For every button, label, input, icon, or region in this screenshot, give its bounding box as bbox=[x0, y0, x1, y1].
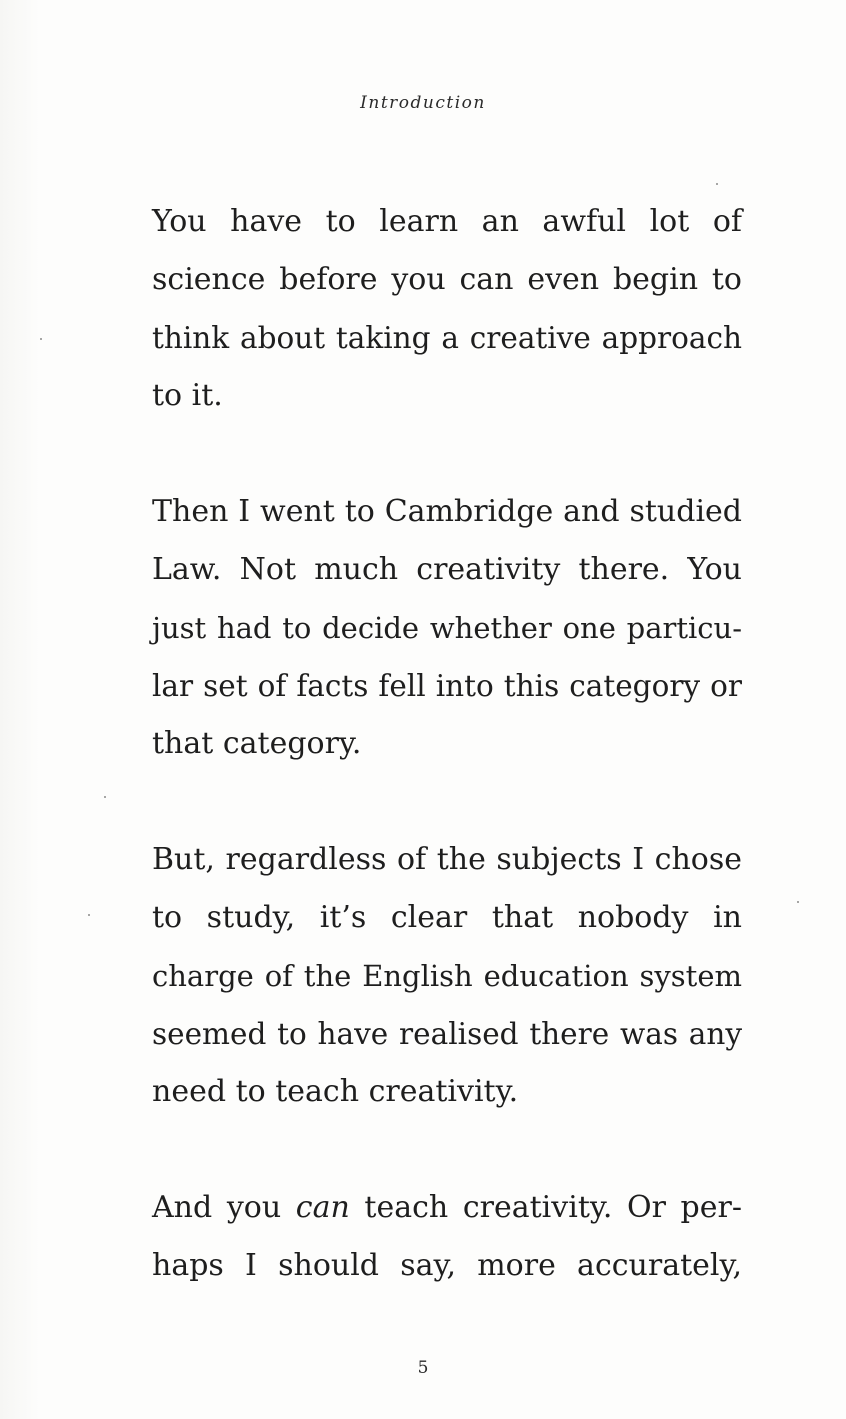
scan-speck bbox=[797, 901, 799, 903]
text-line-mixed bbox=[152, 1179, 742, 1237]
text-line: You have to learn an awful lot of bbox=[152, 204, 742, 239]
text-line: to study, it’s clear that nobody in bbox=[152, 900, 742, 935]
running-head: Introduction bbox=[360, 93, 486, 113]
paragraph-2 bbox=[152, 483, 742, 773]
scan-speck bbox=[88, 914, 90, 916]
text-line: seemed to have realised there was any bbox=[152, 1017, 742, 1051]
paragraph-4 bbox=[152, 1179, 742, 1295]
text-segment: And you bbox=[152, 1190, 296, 1225]
text-line: lar set of facts fell into this category or bbox=[152, 669, 742, 703]
paragraph-3 bbox=[152, 831, 742, 1121]
text-line: that category. bbox=[152, 726, 362, 761]
text-line: to it. bbox=[152, 378, 223, 413]
text-line: charge of the English education system bbox=[152, 959, 742, 993]
page-number: 5 bbox=[417, 1358, 429, 1378]
text-line: But, regardless of the subjects I chose bbox=[152, 842, 742, 877]
scan-speck bbox=[104, 796, 106, 798]
text-line: need to teach creativity. bbox=[152, 1074, 519, 1109]
scan-speck bbox=[40, 338, 42, 340]
emphasis-text: can bbox=[295, 1190, 350, 1225]
text-line: Then I went to Cambridge and studied bbox=[152, 494, 742, 529]
body-text bbox=[152, 193, 742, 1353]
text-line: haps I should say, more accurately, bbox=[152, 1248, 742, 1283]
text-line: science before you can even begin to bbox=[152, 262, 742, 297]
text-line: just had to decide whether one particu- bbox=[152, 611, 742, 645]
scan-speck bbox=[716, 183, 718, 185]
text-segment: teach creativity. Or per- bbox=[349, 1190, 742, 1225]
text-line: Law. Not much creativity there. You bbox=[152, 552, 742, 587]
paragraph-1 bbox=[152, 193, 742, 425]
text-line: think about taking a creative approach bbox=[152, 321, 742, 355]
